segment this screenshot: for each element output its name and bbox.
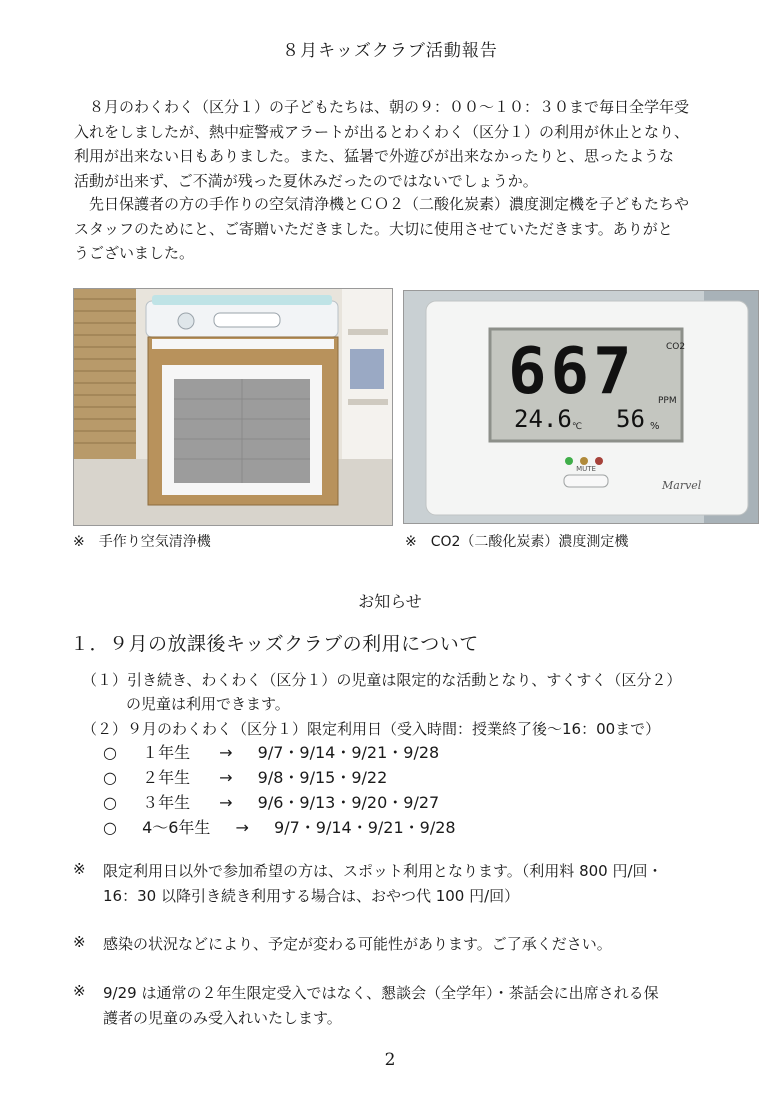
- photo-caption-co2-meter: ※ CO2（二酸化炭素）濃度測定機: [405, 534, 629, 550]
- schedule-dates: 9/8・9/15・9/22: [257, 768, 388, 787]
- air-purifier-illustration: [74, 289, 392, 525]
- notice-heading: お知らせ: [358, 592, 422, 611]
- arrow-icon: →: [219, 793, 233, 812]
- report-paragraph-2: [74, 192, 724, 266]
- schedule-dates: 9/7・9/14・9/21・9/28: [274, 818, 456, 837]
- arrow-icon: →: [219, 743, 233, 762]
- arrow-icon: →: [235, 818, 249, 837]
- schedule-row: [103, 740, 439, 763]
- mute-label: MUTE: [576, 465, 596, 473]
- co2-meter-illustration: [404, 291, 758, 523]
- red-light-icon: [595, 457, 603, 465]
- amber-light-icon: [580, 457, 588, 465]
- report-line: 活動が出来ず、ご不満が残った夏休みだったのではないでしょうか。: [74, 171, 538, 190]
- section-heading: １．９月の放課後キッズクラブの利用について: [70, 633, 479, 655]
- note-mark: ※: [73, 933, 86, 951]
- item-1-line-1: （１）引き続き、わくわく（区分１）の児童は限定的な活動となり、すくすく（区分２）: [82, 671, 682, 689]
- co2-meter-photo: [403, 290, 759, 524]
- grade-label: １年生: [142, 743, 191, 762]
- brand-logo: Marvel: [662, 479, 702, 492]
- grade-label: ２年生: [142, 768, 191, 787]
- note-mark: ※: [73, 860, 86, 878]
- humidity-reading: 56: [616, 405, 645, 433]
- schedule-dates: 9/6・9/13・9/20・9/27: [257, 793, 440, 812]
- arrow-icon: →: [219, 768, 233, 787]
- photo-caption-air-purifier: ※ 手作り空気清浄機: [73, 534, 211, 550]
- circle-marker: ○: [103, 743, 117, 762]
- schedule-row: [103, 765, 387, 788]
- air-purifier-photo: [73, 288, 393, 526]
- report-line: 先日保護者の方の手作りの空気清浄機とＣＯ２（二酸化炭素）濃度測定機を子どもたちや: [74, 195, 690, 213]
- temperature-reading: 24.6: [514, 405, 572, 433]
- schedule-dates: 9/7・9/14・9/21・9/28: [257, 743, 440, 762]
- report-line: ８月のわくわく（区分１）の子どもたちは、朝の９：００～１０：３０まで毎日全学年受: [74, 98, 690, 116]
- circle-marker: ○: [103, 768, 117, 787]
- co2-label: CO2: [666, 342, 686, 352]
- item-1-line-2: の児童は利用できます。: [126, 695, 290, 713]
- report-line: 入れをしましたが、熱中症警戒アラートが出るとわくわく（区分１）の利用が休止となり、: [74, 122, 690, 141]
- schedule-row: [103, 790, 439, 813]
- note-mark: ※: [73, 982, 86, 1000]
- note-line: 限定利用日以外で参加希望の方は、スポット利用となります。（利用料 800 円/回・: [103, 862, 663, 880]
- note-line: 感染の状況などにより、予定が変わる可能性があります。ご了承ください。: [103, 935, 612, 953]
- grade-label: 4～6年生: [142, 818, 211, 837]
- item-2-line: （２）９月のわくわく（区分１）限定利用日（受入時間：授業終了後～16：00まで）: [82, 720, 661, 738]
- note-line: 16：30 以降引き続き利用する場合は、おやつ代 100 円/回）: [103, 887, 520, 905]
- report-line: スタッフのためにと、ご寄贈いただきました。大切に使用させていただきます。ありがと: [74, 219, 673, 238]
- page-number: 2: [384, 1050, 396, 1070]
- note-line: 9/29 は通常の２年生限定受入ではなく、懇談会（全学年）・茶話会に出席される保: [103, 984, 659, 1002]
- co2-reading: 667: [508, 335, 636, 409]
- schedule-row: [103, 815, 456, 838]
- humidity-unit: %: [650, 421, 660, 432]
- note-line: 護者の児童のみ受入れいたします。: [103, 1009, 342, 1027]
- page-title: ８月キッズクラブ活動報告: [282, 41, 498, 61]
- temperature-unit: ℃: [572, 422, 583, 432]
- circle-marker: ○: [103, 818, 117, 837]
- ppm-unit: PPM: [658, 396, 677, 406]
- report-line: 利用が出来ない日もありました。また、猛暑で外遊びが出来なかったりと、思ったような: [74, 147, 675, 165]
- grade-label: ３年生: [142, 793, 191, 812]
- mute-button: [564, 475, 608, 487]
- report-line: うございました。: [74, 244, 195, 262]
- circle-marker: ○: [103, 793, 117, 812]
- report-paragraph-1: [74, 95, 724, 193]
- green-light-icon: [565, 457, 573, 465]
